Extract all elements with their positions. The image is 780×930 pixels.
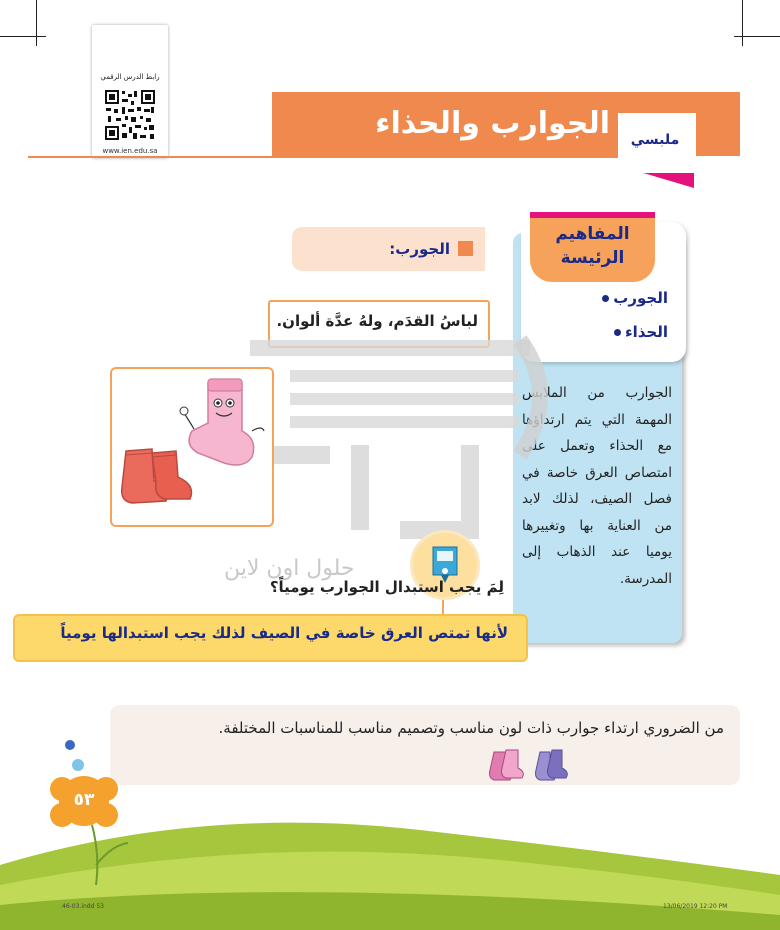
- question-text: لِمَ يجب استبدال الجوارب يومياً؟: [269, 578, 504, 596]
- crop-mark: [734, 36, 780, 37]
- crop-mark: [36, 0, 37, 46]
- footer-date: 13/06/2019 12:20 PM: [663, 903, 728, 910]
- answer-text[interactable]: لأنها تمتص العرق خاصة في الصيف لذلك يجب استبدالها يومياً: [60, 624, 508, 642]
- page-title: الجوارب والحذاء: [375, 106, 610, 141]
- concept-item-shoes: الحذاء: [614, 323, 668, 341]
- digital-lesson-card[interactable]: [92, 25, 168, 158]
- socks-image-frame: [110, 367, 274, 527]
- grass-hill-decoration: [0, 735, 780, 930]
- note-text: من الضروري ارتداء جوارب ذات لون مناسب وتصميم مناسب للمناسبات المختلفة.: [218, 719, 724, 737]
- qr-url[interactable]: www.ien.edu.sa: [102, 147, 158, 155]
- key-concepts-title-line1: المفاهيم: [555, 224, 630, 244]
- watermark-text: حلول اون لاين: [224, 556, 355, 581]
- key-concepts-title-line2: الرئيسة: [560, 248, 625, 268]
- qr-code-icon[interactable]: [104, 89, 156, 141]
- crop-mark: [0, 36, 46, 37]
- definition-text: لباسُ القدَم، ولهُ عدَّة ألوان.: [276, 312, 478, 330]
- footer-file: 46-03.indd 53: [62, 903, 104, 910]
- bullet-square-icon: [458, 241, 473, 256]
- header-rule: [28, 156, 618, 158]
- crop-mark: [742, 0, 743, 46]
- subject-label: ملبسي: [630, 132, 680, 148]
- concept-item-socks: الجورب: [602, 289, 668, 307]
- qr-caption: رابط الدرس الرقمي: [100, 73, 160, 81]
- page-number: ٥٣: [73, 790, 95, 810]
- socks-illustration-icon: [112, 369, 272, 525]
- subheading: الجورب:: [389, 240, 450, 258]
- key-concepts-title: [530, 222, 655, 270]
- side-paragraph: الجوارب من الملابس المهمة التي يتم ارتداؤها مع الحذاء وتعمل على امتصاص العرق خاصة في فصل الصيف، لذلك لابد من العناية بها وتغييرها يوميا عند الذهاب إلى المدرسة.: [522, 385, 672, 587]
